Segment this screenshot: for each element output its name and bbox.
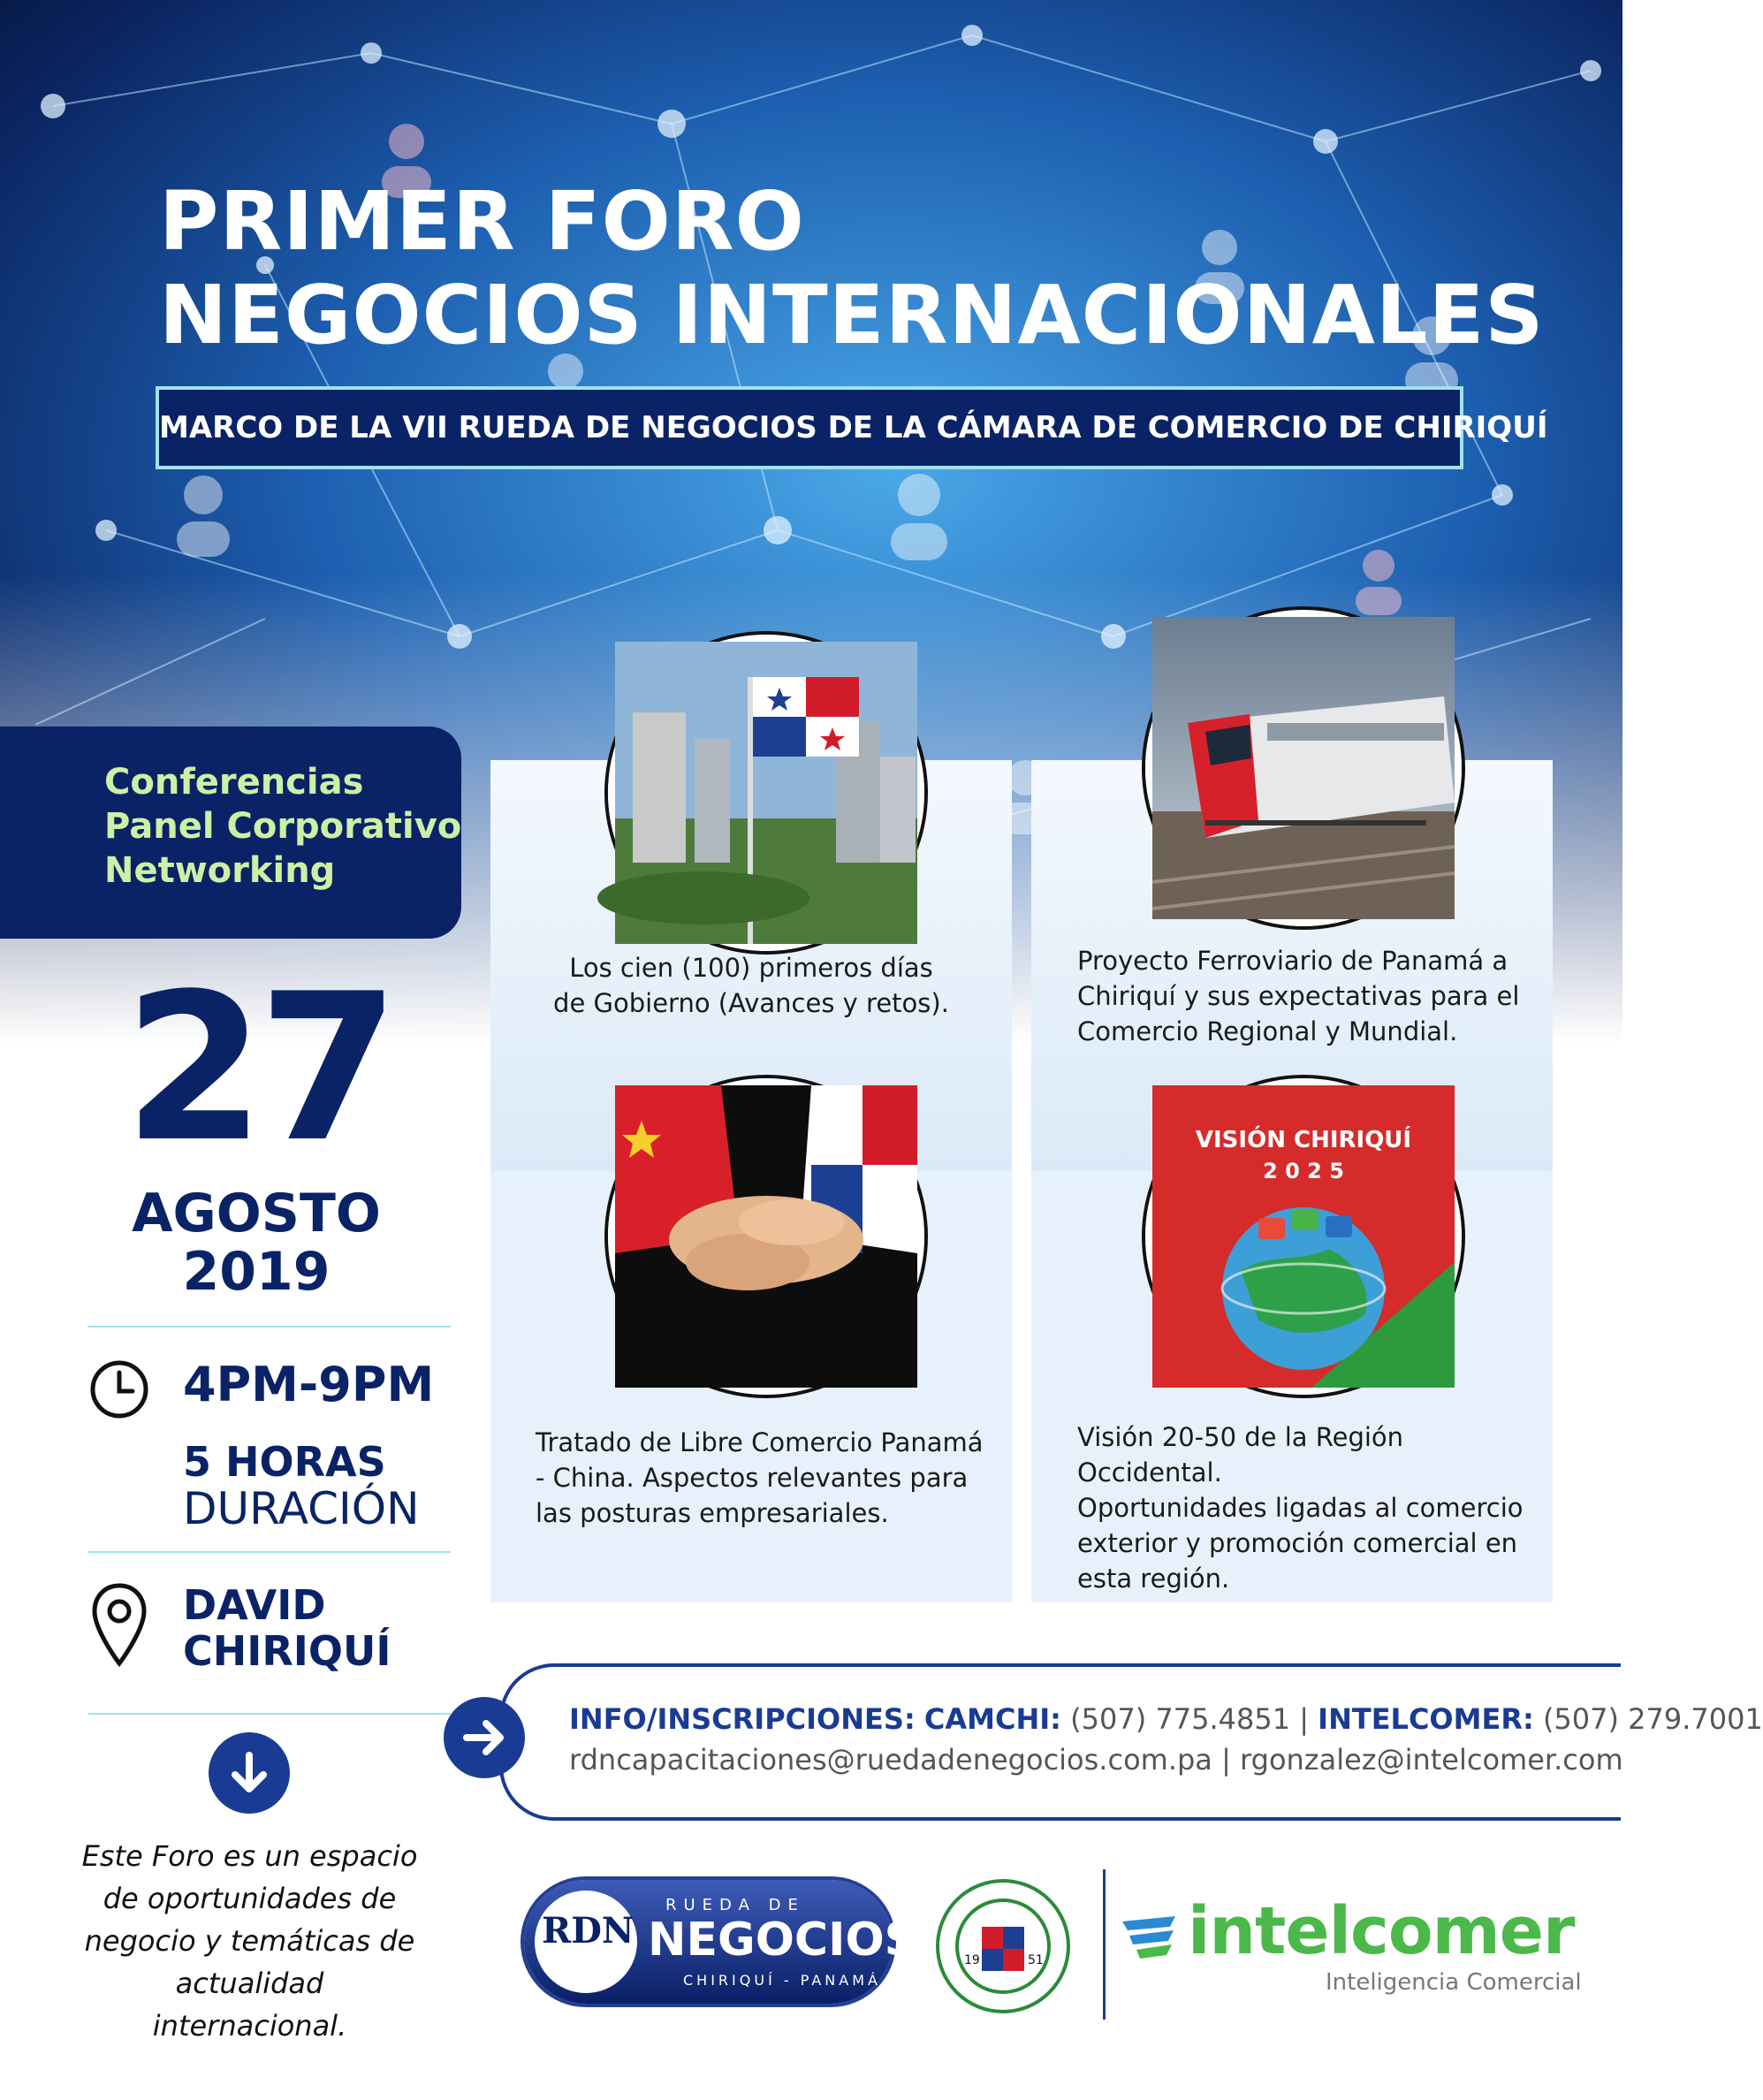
highlight-conferencias: Conferencias <box>104 762 364 803</box>
topic-4-line-1: Visión 20-50 de la Región Occidental. <box>1077 1422 1404 1488</box>
event-hours: 5 HORAS <box>183 1438 386 1486</box>
arrow-down-icon <box>209 1732 290 1814</box>
event-month: AGOSTO <box>132 1183 381 1244</box>
camchi-phone[interactable]: (507) 775.4851 <box>1070 1702 1291 1736</box>
intelcomer-wordmark: intelcomer <box>1188 1893 1575 1969</box>
intelcomer-wing-icon <box>1122 1904 1193 1974</box>
topic-3-line-1: Tratado de Libre Comercio Panamá <box>536 1427 984 1457</box>
event-title <box>159 175 1545 362</box>
email-separator: | <box>1221 1743 1231 1777</box>
topic-1-line-1: Los cien (100) primeros días <box>569 953 933 983</box>
forum-description: Este Foro es un espacio de oportunidades de negocio y temáticas de actualidad internacional. <box>81 1839 418 2043</box>
divider <box>88 1551 451 1553</box>
rdn-top-text: RUEDA DE <box>665 1896 805 1914</box>
seal-year-right: 51 <box>1028 1953 1044 1967</box>
event-year: 2019 <box>182 1241 331 1303</box>
email-rdn[interactable]: rdncapacitaciones@ruedadenegocios.com.pa <box>569 1743 1212 1777</box>
intelcomer-logo <box>1122 1891 1582 2006</box>
topic-3-line-2: - China. Aspectos relevantes para <box>536 1463 969 1493</box>
phone-separator: | <box>1299 1702 1309 1736</box>
vision-badge-title: VISIÓN CHIRIQUÍ <box>1195 1127 1412 1153</box>
intelcomer-label: INTELCOMER: <box>1318 1702 1534 1736</box>
event-month-year <box>88 1184 424 1301</box>
topic-4-line-2: Oportunidades ligadas al comercio <box>1077 1493 1524 1523</box>
contact-emails <box>569 1743 1623 1777</box>
divider <box>88 1713 451 1715</box>
vision-chiriqui-globe <box>1145 1078 1462 1395</box>
rueda-de-negocios-logo <box>524 1880 918 2004</box>
seal-year-left: 19 <box>964 1953 980 1967</box>
event-day: 27 <box>124 951 393 1187</box>
topic-2-line-3: Comercio Regional y Mundial. <box>1077 1016 1458 1046</box>
handshake-photo <box>608 1078 924 1395</box>
intelcomer-tagline: Inteligencia Comercial <box>1326 1969 1582 1996</box>
contact-phones <box>569 1702 1763 1736</box>
topic-text-2 <box>1077 943 1537 1049</box>
intelcomer-phone[interactable]: (507) 279.7001 <box>1542 1702 1763 1736</box>
vision-badge-year: 2 0 2 5 <box>1263 1159 1344 1183</box>
location-province: CHIRIQUÍ <box>183 1627 391 1675</box>
topic-3-line-3: las posturas empresariales. <box>536 1498 889 1528</box>
rdn-letters: RDN <box>542 1910 635 1952</box>
clock-icon <box>88 1358 150 1424</box>
email-intelcomer[interactable]: rgonzalez@intelcomer.com <box>1240 1743 1623 1777</box>
topic-4-line-4: esta región. <box>1077 1564 1230 1594</box>
camchi-label: CAMCHI: <box>923 1702 1061 1736</box>
topic-text-4 <box>1077 1419 1546 1596</box>
event-duration-label: DURACIÓN <box>183 1483 420 1534</box>
panama-city-flag-photo <box>608 635 924 951</box>
title-line-1: PRIMER FORO <box>159 174 805 269</box>
topic-text-3 <box>536 1425 995 1531</box>
logo-divider <box>1103 1869 1106 2020</box>
location-pin-icon <box>90 1582 148 1674</box>
contact-info-box <box>499 1663 1621 1821</box>
info-label: INFO/INSCRIPCIONES: <box>569 1702 916 1736</box>
topic-2-line-1: Proyecto Ferroviario de Panamá a <box>1077 946 1508 976</box>
arrow-right-icon <box>444 1697 525 1778</box>
location-city: DAVID <box>183 1581 326 1629</box>
topic-4-line-3: exterior y promoción comercial en <box>1077 1528 1518 1558</box>
divider <box>88 1326 451 1328</box>
highlight-networking: Networking <box>104 850 336 891</box>
topic-1-line-2: de Gobierno (Avances y retos). <box>553 988 949 1018</box>
topic-2-line-2: Chiriquí y sus expectativas para el <box>1077 981 1520 1011</box>
topic-text-1 <box>539 950 963 1021</box>
highlights-box <box>0 727 461 939</box>
rdn-bottom-text: CHIRIQUÍ - PANAMÁ <box>683 1972 881 1989</box>
train-photo <box>1145 610 1462 926</box>
camara-comercio-seal-logo <box>932 1876 1074 2017</box>
title-line-2: NEGOCIOS INTERNACIONALES <box>159 268 1545 362</box>
subtitle-banner: MARCO DE LA VII RUEDA DE NEGOCIOS DE LA CÁMARA DE COMERCIO DE CHIRIQUÍ <box>156 386 1463 469</box>
event-time: 4PM-9PM <box>183 1357 435 1412</box>
highlight-panel: Panel Corporativo <box>104 806 462 847</box>
rdn-main-text: NEGOCIOS <box>648 1914 918 1967</box>
event-location <box>183 1582 391 1674</box>
